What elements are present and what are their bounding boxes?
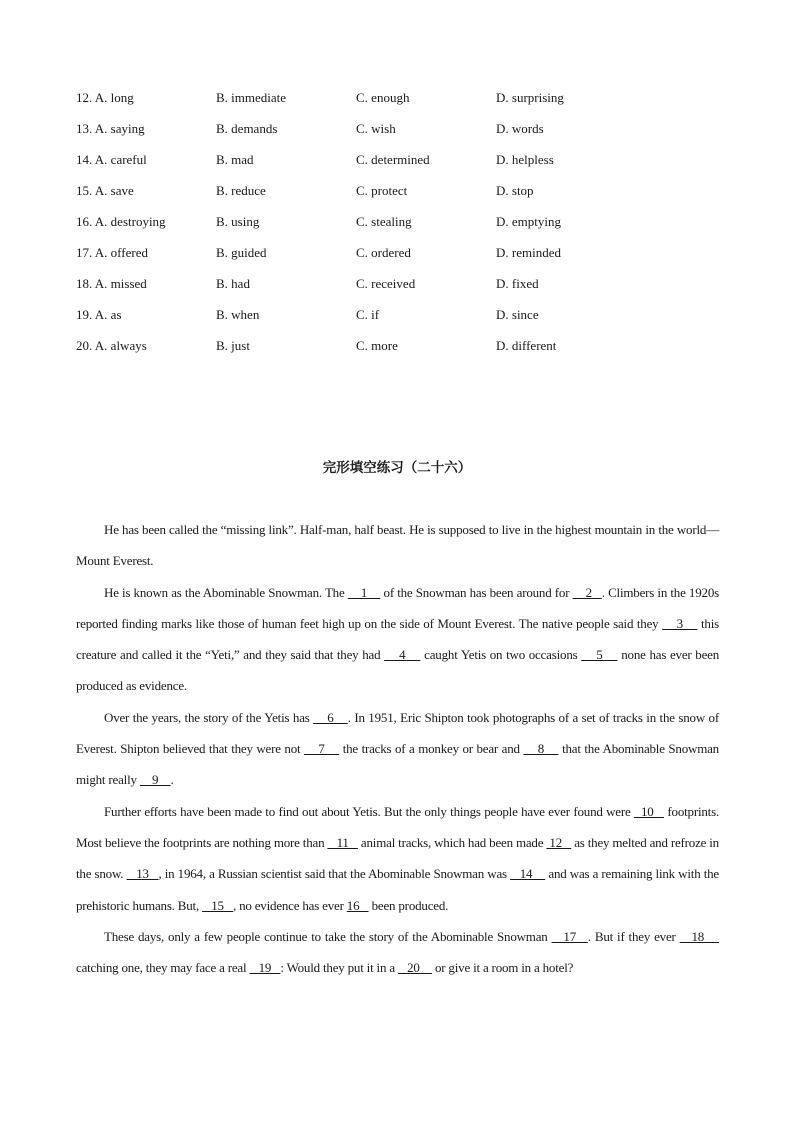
option-b: B. using [216,213,260,229]
option-c: C. more [356,337,398,353]
option-a: 16. A. destroying [76,213,166,229]
answer-blank: 14 [510,866,546,882]
paragraph-5 [76,921,719,984]
text-run: footprints. Most believe the footprints are nothing more than [76,803,719,850]
text-run: . But if they ever [587,928,680,944]
option-b: B. had [216,275,250,291]
option-d: D. stop [496,182,534,198]
text-run: Over the years, the story of the Yetis has [104,709,314,725]
text-run: catching one, they may face a real [76,960,250,976]
answer-options-list [76,82,736,361]
answer-blank: 11 [327,834,358,850]
text-run: been produced. [368,897,449,913]
option-a: 15. A. save [76,182,134,198]
option-row [76,82,736,113]
text-run: . [170,772,174,788]
answer-blank: 13 [126,866,159,882]
answer-blank: 4 [384,647,421,663]
option-d: D. helpless [496,151,554,167]
answer-blank: 15 [202,897,233,913]
option-a: 19. A. as [76,306,122,322]
paragraph-2 [76,577,719,702]
option-a: 18. A. missed [76,275,147,291]
text-run: caught Yetis on two occasions [420,647,582,663]
text-run: : Would they put it in a [280,960,398,976]
answer-blank: 10 [634,803,664,819]
text-run: the tracks of a monkey or bear and [339,741,524,757]
text-run: He is known as the Abominable Snowman. The [104,584,348,600]
text-run: this creature and called it the “Yeti,” and they said that they had [76,615,719,663]
paragraph-3 [76,702,719,796]
option-row [76,206,736,237]
option-d: D. since [496,306,539,322]
option-b: B. guided [216,244,267,260]
answer-blank: 18 [679,928,719,944]
paragraph-1 [76,514,719,577]
option-d: D. surprising [496,89,564,105]
answer-blank: 12 [546,834,572,850]
answer-blank: 17 [551,928,588,944]
option-d: D. different [496,337,557,353]
option-c: C. enough [356,89,410,105]
text-run: , in 1964, a Russian scientist said that the Abominable Snowman was [158,866,511,882]
text-run: and was a remaining link with the prehistoric humans. But, [76,866,719,913]
answer-blank: 19 [249,960,281,976]
option-c: C. stealing [356,213,412,229]
text-run: as they melted and refroze in the snow. [76,834,719,882]
answer-blank: 9 [139,772,171,788]
option-c: C. ordered [356,244,411,260]
option-c: C. if [356,306,380,322]
option-row [76,113,736,144]
text-run: none has ever been produced as evidence. [76,647,720,694]
option-b: B. when [216,306,260,322]
cloze-passage [76,514,719,983]
option-d: D. words [496,120,544,136]
option-row [76,268,736,299]
option-row [76,299,736,330]
exercise-title: 完形填空练习（二十六） [322,460,472,476]
answer-blank: 3 [662,615,698,631]
answer-blank: 20 [397,960,432,976]
text-run: , no evidence has ever [232,897,347,913]
option-d: D. emptying [496,213,561,229]
option-a: 17. A. offered [76,244,148,260]
text-run: or give it a room in a hotel? [431,960,574,976]
answer-blank: 6 [313,709,348,725]
option-a: 12. A. long [76,89,134,105]
option-c: C. protect [356,182,408,198]
text-run: animal tracks, which had been made [357,834,547,850]
paragraph-4 [76,796,719,921]
option-a: 20. A. always [76,337,147,353]
option-b: B. mad [216,151,254,167]
answer-blank: 7 [304,741,340,757]
text-run: that the Abominable Snowman might really [76,741,719,788]
option-row [76,144,736,175]
option-a: 13. A. saying [76,120,145,136]
option-d: D. fixed [496,275,539,291]
option-b: B. reduce [216,182,266,198]
option-b: B. immediate [216,89,287,105]
answer-blank: 1 [347,584,381,600]
option-b: B. just [216,337,250,353]
option-row [76,175,736,206]
text-run: He has been called the “missing link”. Half-man, half beast. He is supposed to live in the highest mountain in the world—Mount Everest. [76,522,719,569]
answer-blank: 16 [346,897,369,913]
text-run: Further efforts have been made to find out about Yetis. But the only things people have ever found were [104,803,635,819]
option-b: B. demands [216,120,278,136]
option-a: 14. A. careful [76,151,147,167]
answer-blank: 8 [523,741,559,757]
answer-blank: 2 [572,584,602,600]
option-c: C. received [356,275,416,291]
answer-blank: 5 [581,647,618,663]
text-run: These days, only a few people continue to take the story of the Abominable Snowman [104,928,552,944]
text-run: . In 1951, Eric Shipton took photographs of a set of tracks in the snow of Everest. Shipton believed that they were not [76,709,719,757]
option-d: D. reminded [496,244,561,260]
text-run: of the Snowman has been around for [380,584,573,600]
option-c: C. determined [356,151,430,167]
option-row [76,237,736,268]
option-row [76,330,736,361]
option-c: C. wish [356,120,396,136]
text-run: . Climbers in the 1920s reported finding marks like those of human feet high up on the side of Mount Everest. The native people said they [76,584,719,631]
